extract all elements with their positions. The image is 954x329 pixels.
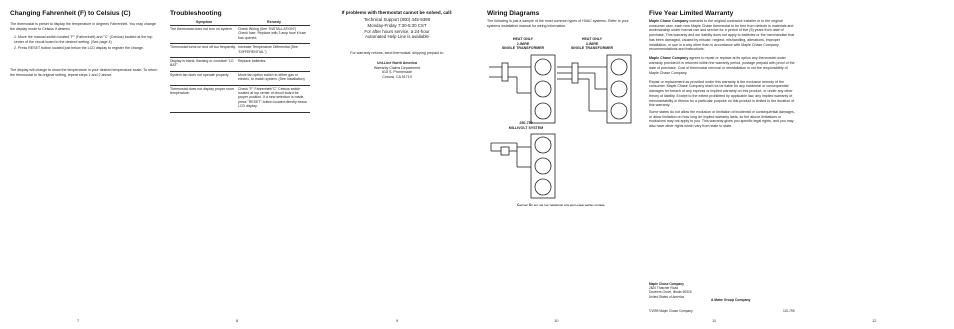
millivolt-source-icon [501,147,509,155]
page-number: 12 [872,318,877,323]
label-line: HEAT ONLY [512,37,534,41]
thermostat-box [607,55,631,123]
page-number: 8 [236,318,239,323]
page-number: 10 [554,318,559,323]
symptom-cell: System fan does not operate properly. [170,71,238,85]
support-heading: If problems with thermostat cannot be solved, call: [341,10,453,15]
table-row [170,58,310,72]
address-city: Corona, CA 91719 [382,74,412,79]
wiring-diagram-2wire [487,53,557,125]
remedy-cell: Check "F" Fahrenheit/"C" Celsius switch located at top center of circuit board for proper position. If a new selection is made, press "RESET" button located directly below LCD display. [238,85,310,112]
warranty-paragraph [649,19,797,52]
address-street: 2820 Thatcher Road [649,286,679,291]
return-address [322,61,472,79]
page-number: 9 [396,318,399,323]
page-title: Five Year Limited Warranty [649,10,734,17]
page-title: Wiring Diagrams [487,10,540,17]
caution-note: Caution: Do not use this thermostat with multi-stage heating systems. [516,203,606,207]
label-millivolt [501,121,551,130]
warranty-paragraph [649,80,797,108]
troubleshooting-table [170,19,310,113]
label-line: 250-750 [519,121,533,125]
support-help-line: Automated Help Line is available [365,34,429,40]
address-city: Downers Grove, Illinois 60515 [649,290,692,295]
support-hours: Monday-Friday 7:30-5:30 CST [367,22,427,28]
outro-text: The display will change to show the temperature in your desired temperature scale. To return the thermostat to its original setting, repeat steps 1 and 2 above. [10,68,158,77]
label-line: 2-WIRE [516,41,530,46]
address-department: Warranty Claims Department [373,65,421,70]
paragraph-text: Some states do not allow the exclusion or limitation of incidental or consequential damages, or allow limitation on how long an implied warranty lasts, so the above limitations or exclusions may not apply to you. This warranty gives you specific legal rights, and you may also have other rights which vary from state to state. [649,109,795,129]
label-3wire [562,37,622,51]
symptom-cell: The thermostat does not turn on system [170,26,238,44]
paragraph-text: warrants to the original contractor installer or to the original consumer user, each new Maple Chase thermostat to be free from defects in materials and workmanship under normal use and service for a period of five (5) years from date of purchase. This warranty and our liability does not apply to batteries or the merchandise that has been damaged, caused by misuse, neglect, mishandling, alterations, improper installation, or use in a way other than in accordance with Maple Chase Company recommendations and instructions. [649,19,795,52]
wiring-diagram-millivolt [487,131,557,201]
label-line: 3-WIRE [585,41,599,46]
warranty-paragraph [649,56,797,75]
page-title: Changing Fahrenheit (F) to Celsius (C) [10,10,131,17]
page-number: 11 [712,318,717,323]
remedy-cell: Check Wiring (See "INSTALLATION") Check fuse. Replace with 3 amp fuse if fuse has opened. [238,26,310,44]
wiring-diagram-3wire [555,53,633,125]
label-line: SINGLE TRANSFORMER [501,46,545,51]
steps-list [14,35,157,51]
remedy-cell: Replace batteries. [238,58,310,72]
support-phone: Technical Support (800) 445-9398 [363,17,431,22]
table-row [170,85,310,112]
company-name: Maple Chase Company [649,19,689,23]
table-row [170,71,310,85]
address-company: Uni-Line North America [376,61,417,65]
intro-text: The following is just a sample of the most common types of HVAC systems. Refer to your systems installation manual for wiring information. [487,19,629,28]
support-block [322,17,472,40]
symptom-cell: Thermostat turns on and off too frequently. [170,44,238,58]
copyright: ©1999 Maple Chase Company [649,309,693,313]
label-line: HEAT ONLY [581,37,603,41]
address-company: Maple Chase Company [649,282,684,286]
thermostat-box [531,55,555,123]
page-title: Troubleshooting [170,10,222,17]
symptom-cell: Display is blank, flashing or constant "LO BAT". [170,58,238,72]
page-number: 7 [77,318,80,323]
returns-text: For warranty returns, send thermostat, shipping prepaid to: [350,51,444,55]
intro-text: The thermostat is preset to display the temperature in degrees Fahrenheit. You may change the display mode to Celsius if desired. [10,22,156,31]
address-street: 615 S. Promenade [382,70,412,75]
table-row [170,26,310,44]
column-header-remedy: Remedy [238,19,310,26]
transformer-icon [572,63,578,83]
company-name: Maple Chase Company [649,56,689,61]
thermostat-box [531,134,555,198]
group-company-label: A Mahe Group Company [711,298,751,302]
label-line: SINGLE TRANSFORMER [570,46,614,51]
address-country: United States of America [649,294,685,299]
label-2wire [495,37,551,51]
document-code: 110-795 [783,309,795,313]
paragraph-text: Repair or replacement as provided under this warranty is the exclusive remedy of the consumer. Maple Chase Company shall not be liable for any incidental or consequential damages for breach of any express or implied warranty on this product, or under any other theory of liability. Except to the extent prohibited by applicable law, any implied warranty of merchantability or fitness for a particular purpose on this product is limited to the duration of this warranty. [649,79,795,108]
company-address [649,282,719,299]
remedy-cell: Increase Temperature Differential (See "DIFFERENTIAL") [238,44,310,58]
column-header-symptom: Symptom [170,19,238,26]
warranty-paragraph [649,110,797,129]
table-row [170,44,310,58]
label-line: MILLIVOLT SYSTEM [508,125,544,130]
step-2: 2. Press RESET button located just below the LCD display to register the change. [14,46,144,51]
step-1: 1. Move the manual switch located "F" (Fahrenheit) and "C" (Celsius) located at the top center of the circuit board to the desired setting. (See page 4) [14,35,153,44]
symptom-cell: Thermostat does not display proper room temperature. [170,85,238,112]
remedy-cell: Move fan option switch to either gas or electric, to match system. (See Installation) [238,71,310,85]
support-after-hours: For after hours service, a 24-hour [364,28,430,34]
warranty-text [649,19,797,129]
transformer-icon [502,63,508,81]
paragraph-text: agrees to repair or replace at its option any thermostat under warranty provided it is returned within the warranty period, postage prepaid with proof of the date of purchase. Cost of thermostat removal or reinstallation is not the responsibility of Maple Chase Company. [649,56,795,75]
